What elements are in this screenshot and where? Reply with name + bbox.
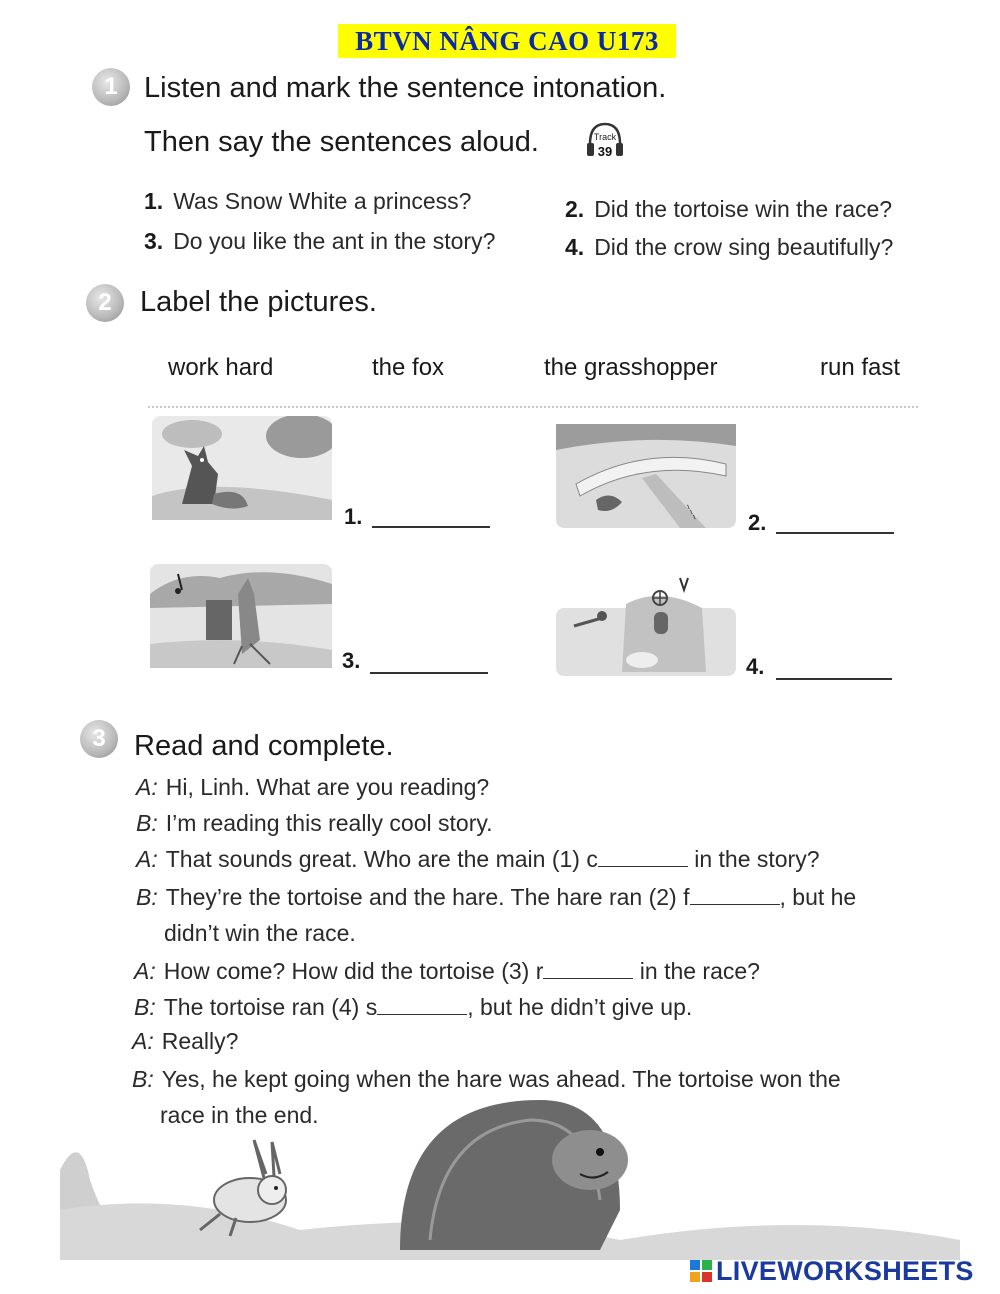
dialogue-line: [132, 1066, 841, 1093]
word-bank-item: the fox: [372, 354, 445, 381]
picture-3-num: 3.: [342, 648, 361, 673]
sentence-1: [144, 188, 471, 215]
dialogue-line: [164, 920, 356, 947]
dialogue-text: race in the end.: [160, 1102, 319, 1128]
sentence-3-text: Do you like the ant in the story?: [173, 228, 496, 254]
section-1-badge: 1: [92, 68, 130, 106]
grasshopper-picture: [150, 564, 332, 668]
dialogue-speaker: B:: [136, 810, 158, 836]
page-title: BTVN NÂNG CAO U173: [338, 24, 676, 58]
section-2-badge: 2: [86, 284, 124, 322]
sentence-4-text: Did the crow sing beautifully?: [594, 234, 894, 260]
dialogue-speaker: A:: [136, 846, 158, 872]
word-bank: [148, 352, 918, 408]
liveworksheets-logo: [690, 1256, 974, 1287]
dialogue-text: Hi, Linh. What are you reading?: [165, 774, 490, 800]
sentence-1-num: 1.: [144, 188, 164, 214]
svg-text:~~~: ~~~: [681, 502, 700, 523]
picture-2-num: 2.: [748, 510, 767, 535]
sentence-1-text: Was Snow White a princess?: [173, 188, 472, 214]
section-1-heading-line1: Listen and mark the sentence intonation.: [144, 72, 667, 104]
dialogue-speaker: B:: [132, 1066, 154, 1092]
dialogue-speaker: B:: [136, 884, 158, 910]
dialogue-text: That sounds great. Who are the main (1) c: [165, 846, 598, 872]
gap-3-input[interactable]: [543, 960, 633, 979]
liveworksheets-icon: [690, 1260, 712, 1282]
sentence-2-text: Did the tortoise win the race?: [594, 196, 893, 222]
dialogue-speaker: A:: [132, 1028, 154, 1054]
word-bank-item: work hard: [168, 354, 274, 381]
word-bank-item: run fast: [820, 354, 901, 381]
section-3-badge: 3: [80, 720, 118, 758]
sentence-3: [144, 228, 495, 255]
picture-1-num: 1.: [344, 504, 363, 529]
dialogue-line: [136, 884, 856, 911]
dialogue-line: [132, 1028, 238, 1055]
dialogue-text: The tortoise ran (4) s: [163, 994, 378, 1020]
section-3-heading: Read and complete.: [134, 730, 394, 762]
sentence-4-num: 4.: [565, 234, 585, 260]
sentence-2-num: 2.: [565, 196, 585, 222]
dialogue-text-after: in the race?: [633, 958, 760, 984]
picture-3-answer-blank[interactable]: [370, 672, 488, 674]
dialogue-line: [134, 994, 692, 1021]
picture-4-num: 4.: [746, 654, 765, 679]
sentence-4: [565, 234, 893, 261]
section-1-heading-line2: Then say the sentences aloud.: [144, 126, 539, 158]
track-label: Track: [593, 132, 617, 142]
dialogue-speaker: A:: [136, 774, 158, 800]
dialogue-line: [134, 958, 760, 985]
liveworksheets-brand: LIVEWORKSHEETS: [716, 1256, 974, 1286]
dialogue-text: didn’t win the race.: [164, 920, 356, 946]
dialogue-text: Yes, he kept going when the hare was ahead. The tortoise won the: [161, 1066, 841, 1092]
dialogue-text-after: , but he didn’t give up.: [467, 994, 693, 1020]
dialogue-speaker: A:: [134, 958, 156, 984]
dialogue-speaker: B:: [134, 994, 156, 1020]
picture-2-answer-blank[interactable]: [776, 532, 894, 534]
gap-1-input[interactable]: [598, 848, 688, 867]
headphones-track-icon: [584, 118, 626, 162]
dialogue-text: I’m reading this really cool story.: [165, 810, 493, 836]
dialogue-text-after: , but he: [779, 884, 857, 910]
dialogue-text: They’re the tortoise and the hare. The hare ran (2) f: [165, 884, 690, 910]
sentence-2: [565, 196, 892, 223]
dialogue-text: How come? How did the tortoise (3) r: [163, 958, 544, 984]
section-2-heading: Label the pictures.: [140, 286, 377, 318]
hare-tortoise-illustration: [60, 1090, 960, 1260]
picture-4-answer-blank[interactable]: [776, 678, 892, 680]
dialogue-line: [136, 810, 493, 837]
picture-1-answer-blank[interactable]: [372, 526, 490, 528]
dialogue-text-after: in the story?: [687, 846, 820, 872]
race-track-picture: [556, 424, 736, 528]
gap-2-input[interactable]: [690, 886, 780, 905]
dialogue-line: [136, 774, 489, 801]
track-number: 39: [597, 144, 613, 159]
dialogue-line: [136, 846, 820, 873]
dialogue-text: Really?: [161, 1028, 239, 1054]
ant-house-picture: [556, 568, 736, 676]
sentence-3-num: 3.: [144, 228, 164, 254]
word-bank-item: the grasshopper: [544, 354, 718, 381]
gap-4-input[interactable]: [377, 996, 467, 1015]
fox-picture: [152, 416, 332, 520]
